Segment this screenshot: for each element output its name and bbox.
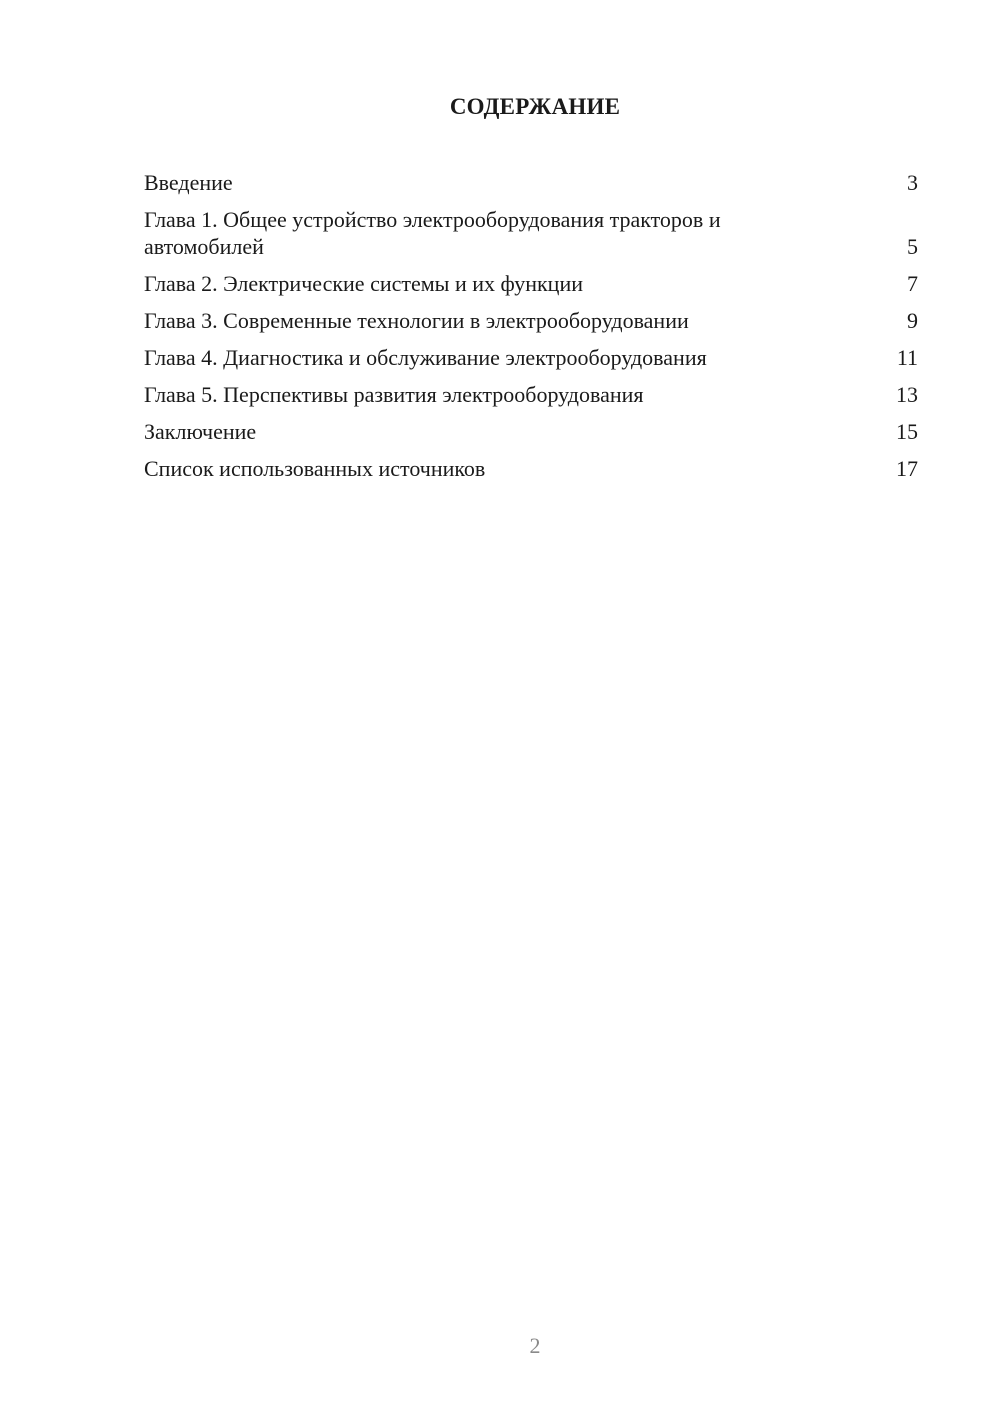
table-of-contents xyxy=(144,169,918,492)
toc-entry-text: Глава 1. Общее устройство электрооборудования тракторов и автомобилей xyxy=(144,207,721,259)
toc-entry-page: 9 xyxy=(907,308,918,333)
toc-entry-text: Глава 5. Перспективы развития электрооборудования xyxy=(144,382,644,407)
toc-entry-chapter-3[interactable] xyxy=(144,307,918,334)
toc-entry-text: Глава 4. Диагностика и обслуживание электрооборудования xyxy=(144,345,707,370)
toc-entry-page: 13 xyxy=(896,382,918,407)
toc-entry-page: 17 xyxy=(896,456,918,481)
toc-entry-page: 11 xyxy=(896,345,918,370)
page-number: 2 xyxy=(529,1333,541,1358)
toc-entry-chapter-5[interactable] xyxy=(144,381,918,408)
toc-entry-chapter-1[interactable] xyxy=(144,206,918,260)
toc-entry-references[interactable] xyxy=(144,455,918,482)
toc-entry-page: 5 xyxy=(907,234,918,259)
toc-entry-text: Введение xyxy=(144,170,233,195)
toc-entry-text: Заключение xyxy=(144,419,257,444)
toc-entry-chapter-2[interactable] xyxy=(144,270,918,297)
page-title: СОДЕРЖАНИЕ xyxy=(449,94,621,119)
toc-entry-text: Глава 2. Электрические системы и их функции xyxy=(144,271,583,296)
toc-entry-chapter-4[interactable] xyxy=(144,344,918,371)
toc-entry-text: Глава 3. Современные технологии в электрооборудовании xyxy=(144,308,689,333)
toc-entry-introduction[interactable] xyxy=(144,169,918,196)
toc-entry-text: Список использованных источников xyxy=(144,456,486,481)
toc-entry-page: 7 xyxy=(907,271,918,296)
toc-entry-page: 3 xyxy=(907,170,918,195)
toc-entry-page: 15 xyxy=(896,419,918,444)
toc-entry-conclusion[interactable] xyxy=(144,418,918,445)
